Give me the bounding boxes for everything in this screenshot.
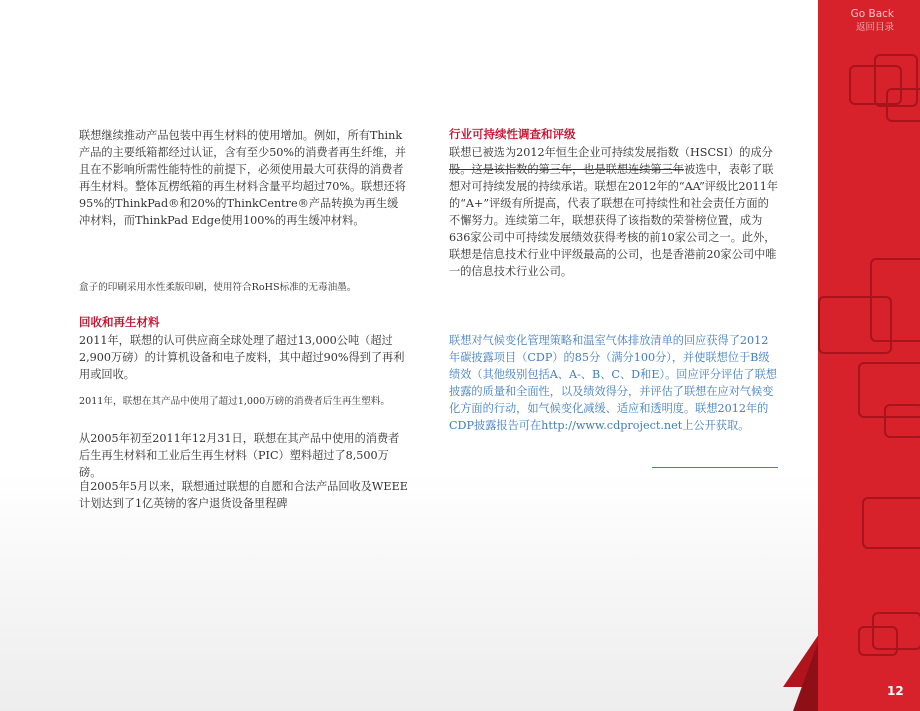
decor-square (858, 626, 898, 656)
recycling-paragraph: 2011年，联想的认可供应商全球处理了超过13,000公吨（超过2,900万磅）的计算机设备和电子废料，其中超过90%得到了再利用或回收。 (79, 334, 405, 381)
hscsi-text-b: 被选中，表彰了联想对可持续发展的持续承诺。联想在2012年的“AA”评级比2011年的“A+”评级有所提高，代表了联想在可持续性和社会责任方面的不懈努力。连续第二年，联想获得了该指数的荣誉榜位置，成为636家公司中可持续发展绩效获得考核的前10家公司之一。此外，联想是信息技术行业中评级最高的公司，也是香港前20家公司中唯一的信息技术行业公司。 (449, 163, 779, 278)
decor-square (862, 497, 920, 549)
packaging-paragraph: 联想继续推动产品包装中再生材料的使用增加。例如，所有Think产品的主要纸箱都经过认证，含有至少50%的消费者再生纤维，并且在不影响所需性能特性的前提下，必须使用最大可获得的消费者再生材料。整体瓦楞纸箱的再生材料含量平均超过70%。联想还将95%的ThinkPad®和20%的ThinkCentre®产品转换为再生缓冲材料，而ThinkPad Edge使用100%的再生缓冲材料。 (79, 129, 406, 227)
printing-paragraph: 盒子的印刷采用水性柔版印刷，使用符合RoHS标准的无毒油墨。 (79, 282, 357, 293)
decor-square (886, 88, 920, 122)
weee-paragraph: 自2005年5月以来，联想通过联想的自愿和合法产品回收及WEEE计划达到了1亿英镑的客户退货设备里程碑 (79, 480, 408, 510)
decor-square (884, 404, 920, 438)
go-back-link[interactable] (851, 8, 894, 34)
go-back-zh[interactable]: 返回目录 (855, 22, 894, 33)
sidebar (818, 0, 920, 711)
decor-square (818, 296, 892, 354)
page-number: 12 (887, 684, 904, 698)
hscsi-text-a: 联想已被选为2012年恒生企业可持续发展指数（HSCSI）的成分 (449, 146, 773, 159)
fold-decoration-shadow (793, 640, 819, 711)
hscsi-text-struck: 股。这是该指数的第三年，也是联想连续第三年 (449, 163, 684, 176)
go-back-en[interactable]: Go Back (850, 8, 894, 20)
ratings-heading: 行业可持续性调查和评级 (449, 127, 576, 141)
plastic-paragraph: 2011年，联想在其产品中使用了超过1,000万磅的消费者后生再生塑料。 (79, 396, 390, 407)
recycling-heading: 回收和再生材料 (79, 315, 160, 329)
divider-rule (652, 467, 778, 468)
pic-paragraph: 从2005年初至2011年12月31日，联想在其产品中使用的消费者后生再生材料和工业后生再生材料（PIC）塑料超过了8,500万磅。 (79, 432, 400, 479)
cdp-paragraph: 联想对气候变化管理策略和温室气体排放清单的回应获得了2012年碳披露项目（CDP）的85分（满分100分），并使联想位于B级绩效（其他级别包括A、A-、B、C、D和E）。回应评分评估了联想披露的质量和全面性，以及绩效得分，并评估了联想在应对气候变化方面的行动，如气候变化减缓、适应和透明度。联想2012年的CDP披露报告可在http://www.cdproject.net上公开获取。 (449, 334, 777, 432)
hscsi-paragraph (449, 144, 779, 280)
